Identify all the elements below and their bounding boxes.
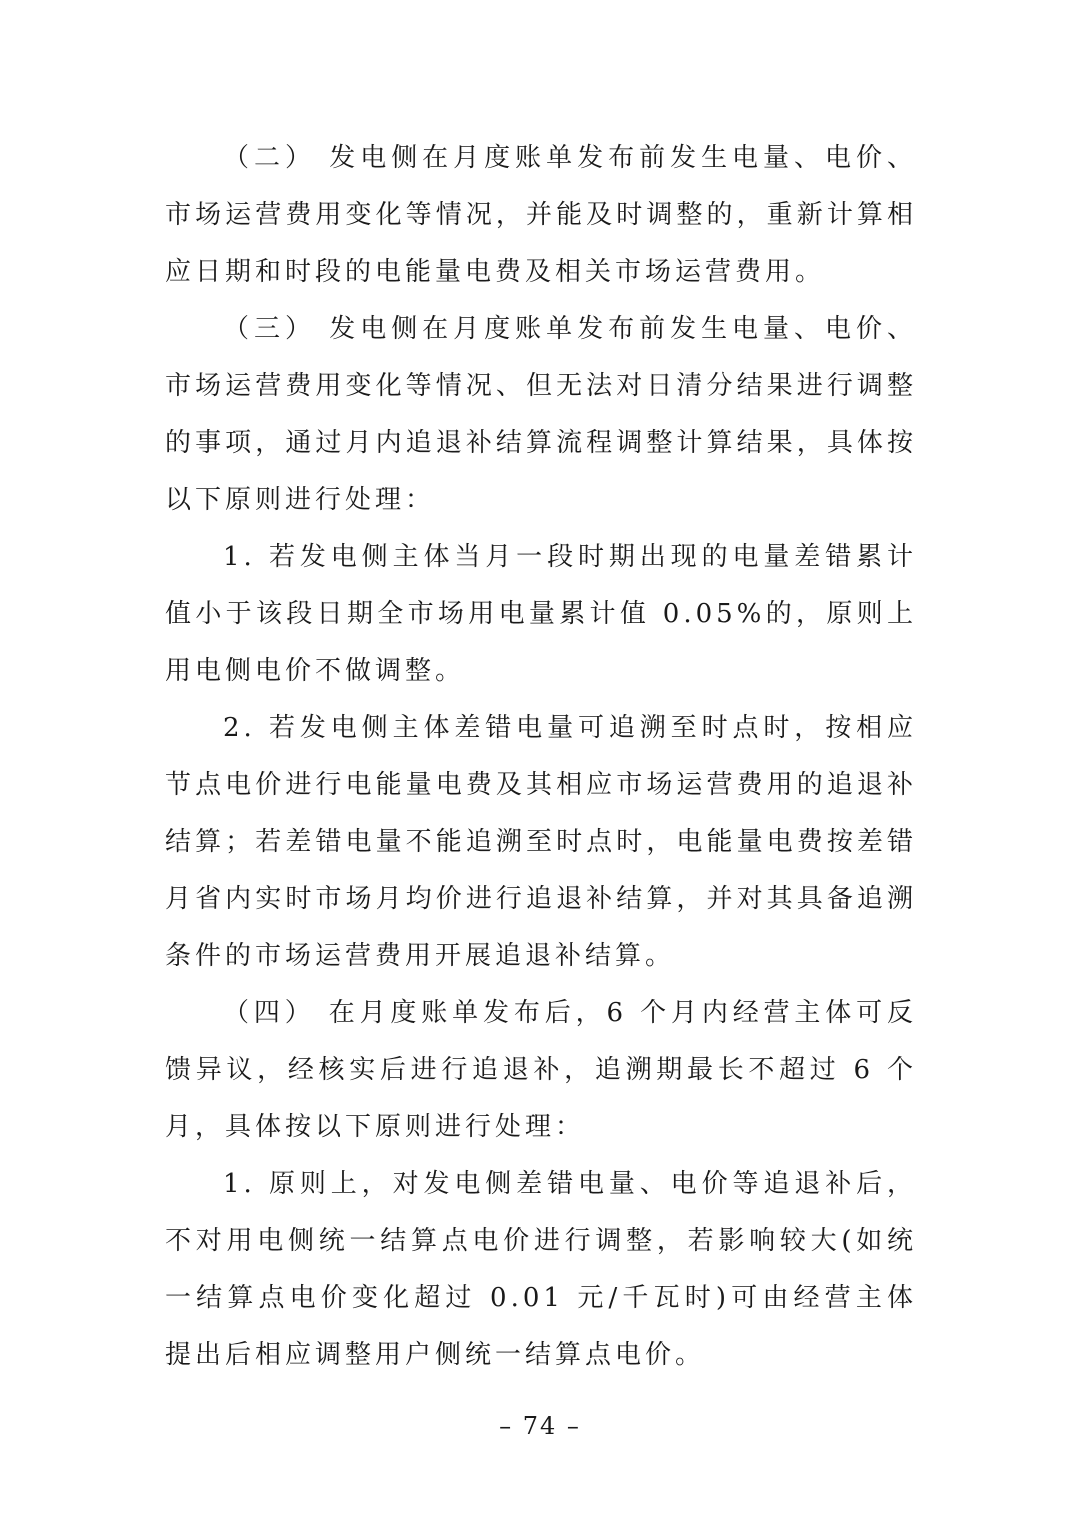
paragraph-section-4-item-1: 1. 原则上，对发电侧差错电量、电价等追退补后，不对用电侧统一结算点电价进行调整，若影响较大(如统一结算点电价变化超过 0.01 元/千瓦时)可由经营主体提出后相应调整用户侧统一结算点电价。 [165,1169,917,1370]
paragraph-section-3: （三） 发电侧在月度账单发布前发生电量、电价、市场运营费用变化等情况、但无法对日清分结果进行调整的事项，通过月内追退补结算流程调整计算结果，具体按以下原则进行处理： [165,314,917,515]
body-text [165,130,917,1384]
paragraph-section-4: （四） 在月度账单发布后，6 个月内经营主体可反馈异议，经核实后进行追退补，追溯期最长不超过 6 个月，具体按以下原则进行处理： [165,998,917,1142]
paragraph-section-3-item-1: 1. 若发电侧主体当月一段时期出现的电量差错累计值小于该段日期全市场用电量累计值 0.05%的，原则上用电侧电价不做调整。 [165,542,917,686]
page-number: – 74 – [499,1412,581,1440]
paragraph-section-3-item-2: 2. 若发电侧主体差错电量可追溯至时点时，按相应节点电价进行电能量电费及其相应市场运营费用的追退补结算；若差错电量不能追溯至时点时，电能量电费按差错月省内实时市场月均价进行追退补结算，并对其具备追溯条件的市场运营费用开展追退补结算。 [165,713,917,971]
paragraph-section-2: （二） 发电侧在月度账单发布前发生电量、电价、市场运营费用变化等情况，并能及时调整的，重新计算相应日期和时段的电能量电费及相关市场运营费用。 [165,143,917,287]
